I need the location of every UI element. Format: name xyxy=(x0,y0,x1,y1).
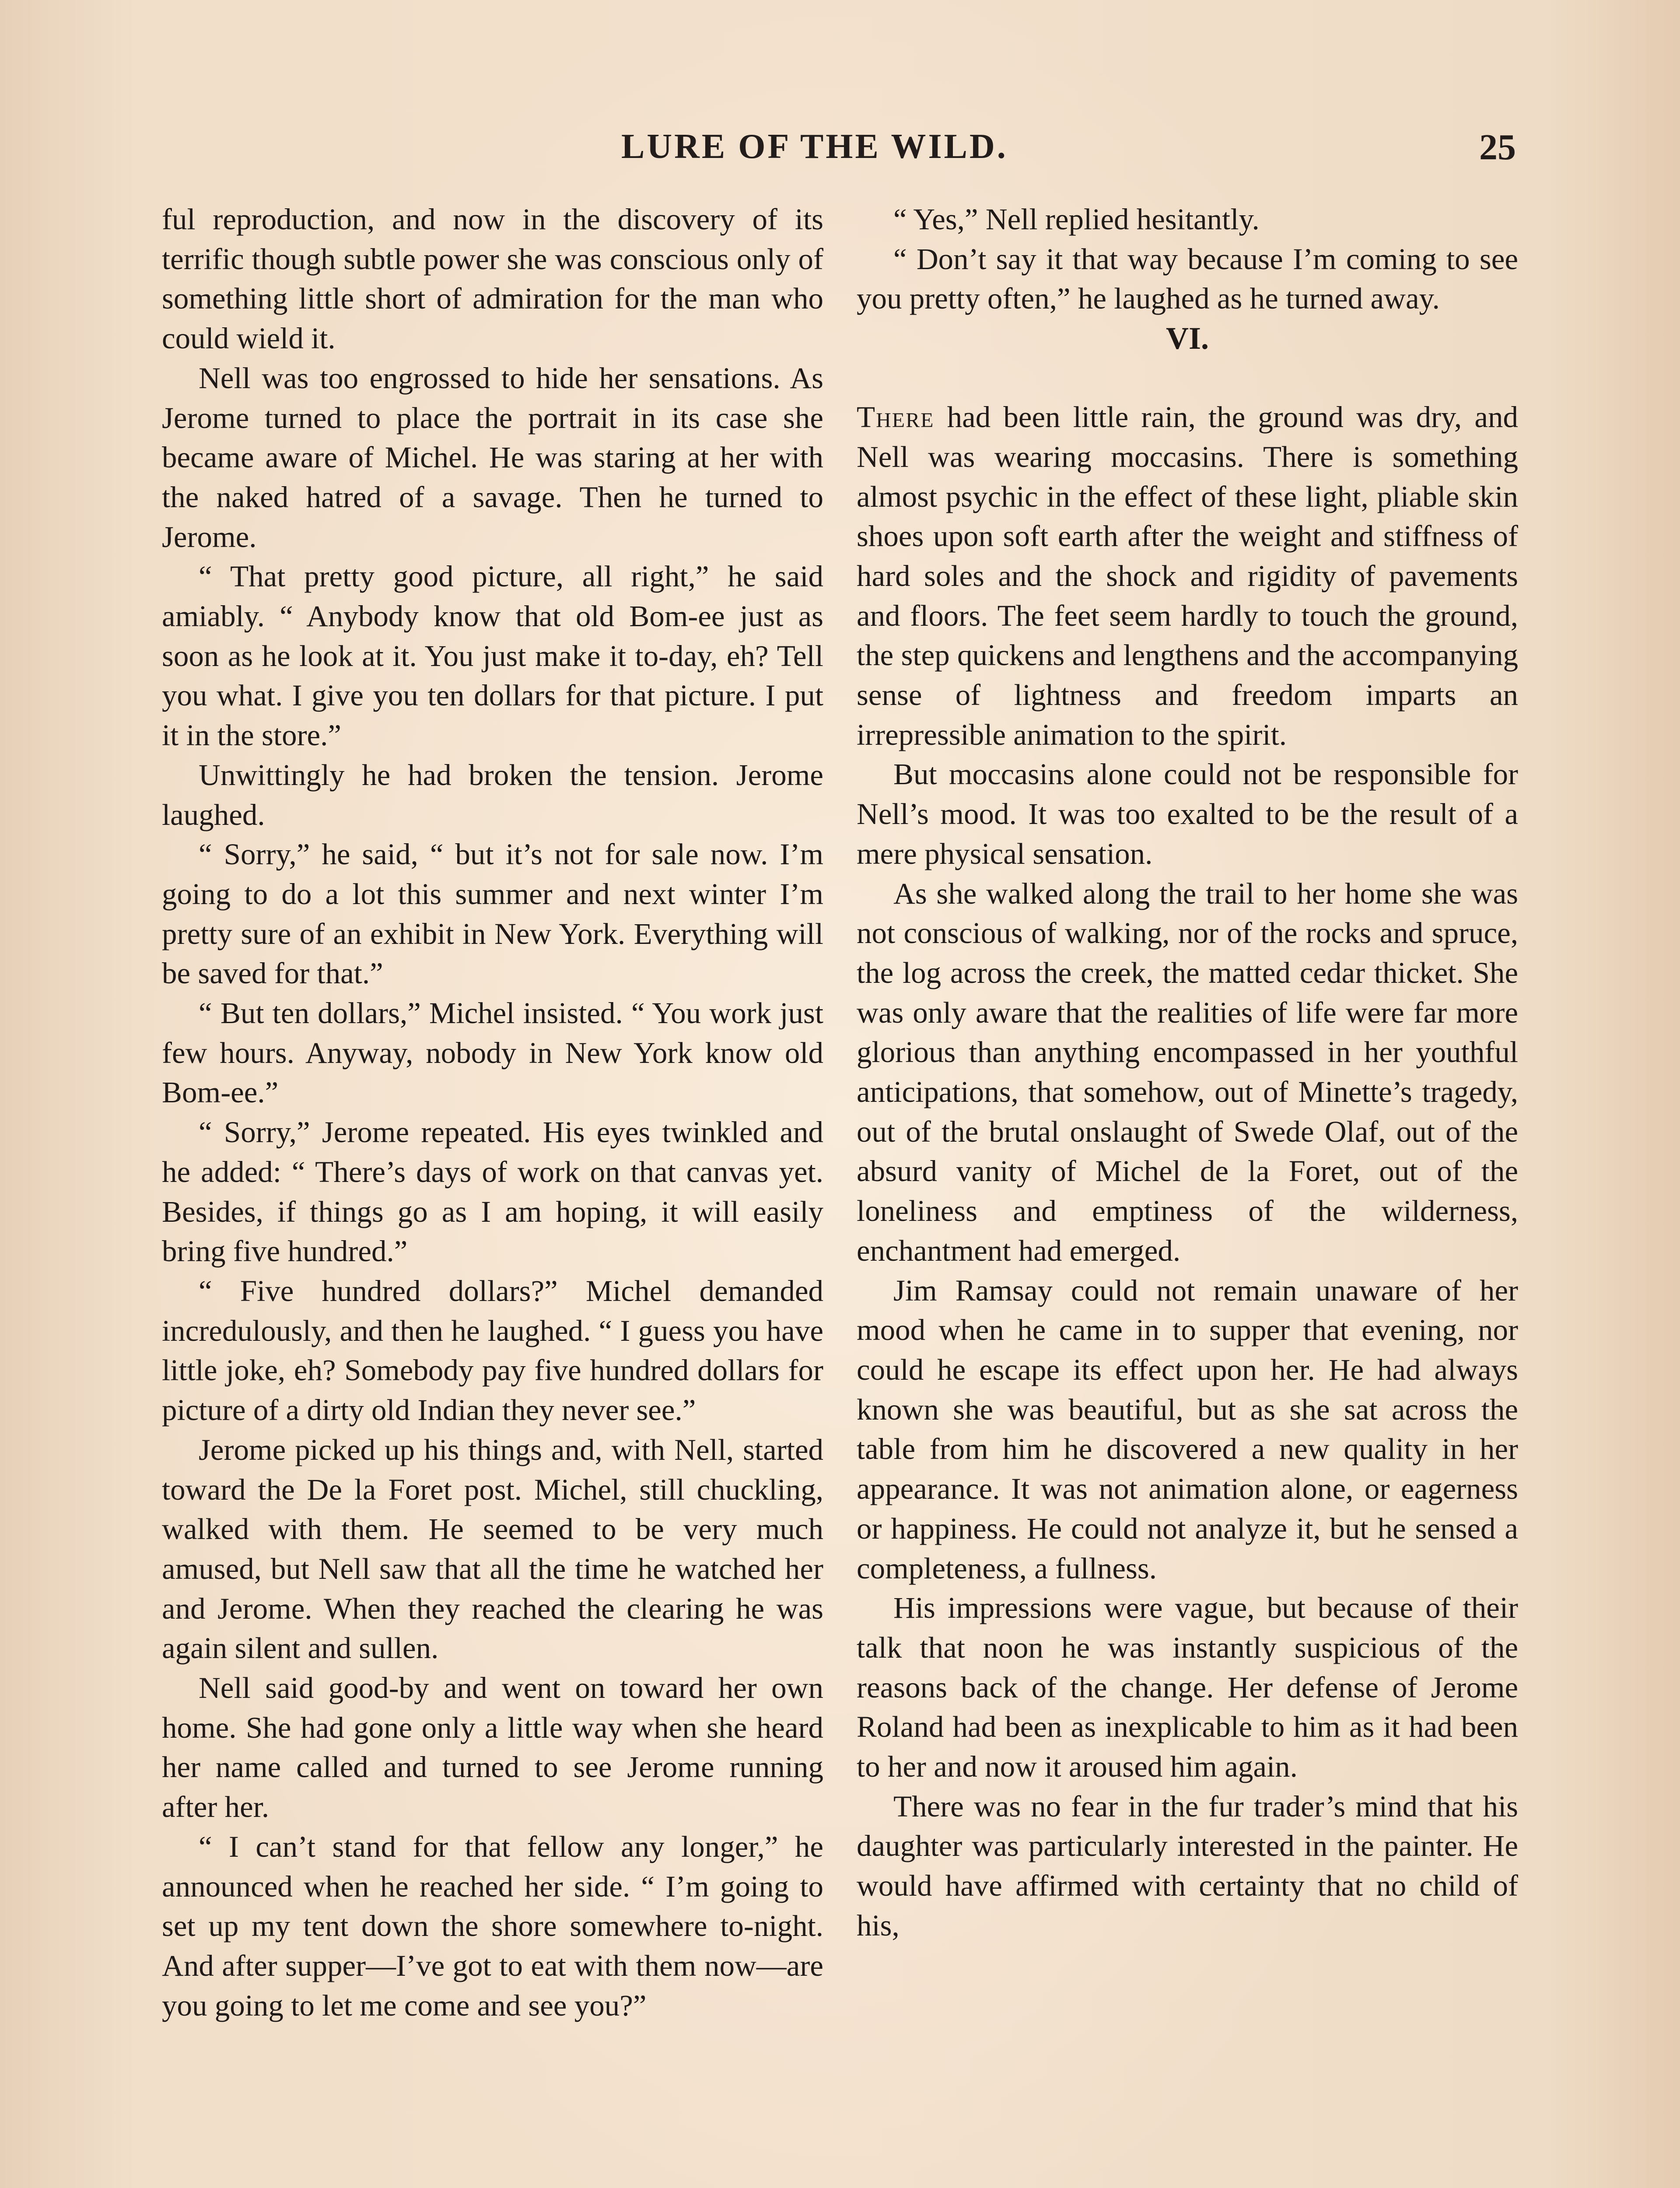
section-opening-paragraph xyxy=(857,397,1518,754)
paragraph: There was no fear in the fur trader’s mind that his daughter was particularly interested in the painter. He would have affirmed with certainty that no child of his, xyxy=(857,1789,1518,1942)
paragraph: Nell said good-by and went on toward her own home. She had gone only a little way when she heard her name called and turned to see Jerome running after her. xyxy=(162,1671,823,1824)
paragraph: Nell was too engrossed to hide her sensations. As Jerome turned to place the portrait in its case she became aware of Michel. He was staring at her with the naked hatred of a savage. Then he turned to Jerome. xyxy=(162,361,823,554)
paragraph: ful reproduction, and now in the discovery of its terrific though subtle power she was conscious only of something little short of admiration for the man who could wield it. xyxy=(162,203,823,355)
paragraph: “ Five hundred dollars?” Michel demanded incredulously, and then he laughed. “ I guess you have little joke, eh? Somebody pay five hundred dollars for picture of a dirty old Indian they never see.” xyxy=(162,1274,823,1427)
right-text-column xyxy=(857,200,1518,1946)
paragraph-text: had been little rain, the ground was dry, and Nell was wearing moccasins. There is something almost psychic in the effect of these light, pliable skin shoes upon soft earth after the weight and stiffness of hard soles and the shock and rigidity of pavements and floors. The feet seem hardly to touch the ground, the step quickens and lengthens and the accompanying sense of lightness and freedom imparts an irrepressible animation to the spirit. xyxy=(857,400,1518,751)
paragraph: Jerome picked up his things and, with Nell, started toward the De la Foret post. Michel, still chuckling, walked with them. He seemed to be very much amused, but Nell saw that all the time he watched her and Jerome. When they reached the clearing he was again silent and sullen. xyxy=(162,1433,823,1665)
paragraph: “ Sorry,” he said, “ but it’s not for sale now. I’m going to do a lot this summer and next winter I’m pretty sure of an exhibit in New York. Everything will be saved for that.” xyxy=(162,838,823,990)
paragraph: Jim Ramsay could not remain unaware of her mood when he came in to supper that evening, nor could he escape its effect upon her. He had always known she was beautiful, but as she sat across the table from him he discovered a new quality in her appearance. It was not animation alone, or eagerness or happiness. He could not analyze it, but he sensed a completeness, a fullness. xyxy=(857,1273,1518,1585)
running-head: LURE OF THE WILD. xyxy=(621,127,1008,166)
paragraph: Unwittingly he had broken the tension. Jerome laughed. xyxy=(162,758,823,831)
paragraph: “ I can’t stand for that fellow any longer,” he announced when he reached her side. “ I’m going to set up my tent down the shore somewhere to-night. And after supper—I’ve got to eat with them now—are you going to let me come and see you?” xyxy=(162,1830,823,2022)
paragraph: His impressions were vague, but because of their talk that noon he was instantly suspicious of the reasons back of the change. Her defense of Jerome Roland had been as inexplicable to him as it had been to her and now it aroused him again. xyxy=(857,1591,1518,1784)
paragraph: “ That pretty good picture, all right,” he said amiably. “ Anybody know that old Bom-ee just as soon as he look at it. You just make it to-day, eh? Tell you what. I give you ten dollars for that picture. I put it in the store.” xyxy=(162,560,823,752)
section-heading: VI. xyxy=(1166,321,1209,356)
paragraph: But moccasins alone could not be responsible for Nell’s mood. It was too exalted to be the result of a mere physical sensation. xyxy=(857,757,1518,870)
page-number: 25 xyxy=(1479,127,1516,168)
paragraph: “ But ten dollars,” Michel insisted. “ You work just few hours. Anyway, nobody in New York know old Bom-ee.” xyxy=(162,996,823,1109)
left-text-column xyxy=(162,200,823,2025)
paragraph: “ Don’t say it that way because I’m coming to see you pretty often,” he laughed as he turned away. xyxy=(857,242,1518,316)
paragraph: “ Sorry,” Jerome repeated. His eyes twinkled and he added: “ There’s days of work on that canvas yet. Besides, if things go as I am hoping, it will easily bring five hundred.” xyxy=(162,1115,823,1268)
lead-word: There xyxy=(857,400,934,434)
paragraph: “ Yes,” Nell replied hesitantly. xyxy=(893,203,1260,236)
paragraph: As she walked along the trail to her home she was not conscious of walking, nor of the rocks and spruce, the log across the creek, the matted cedar thicket. She was only aware that the realities of life were far more glorious than anything encompassed in her youthful anticipations, that somehow, out of Minette’s tragedy, out of the brutal onslaught of Swede Olaf, out of the absurd vanity of Michel de la Foret, out of the loneliness and emptiness of the wilderness, enchantment had emerged. xyxy=(857,877,1518,1267)
